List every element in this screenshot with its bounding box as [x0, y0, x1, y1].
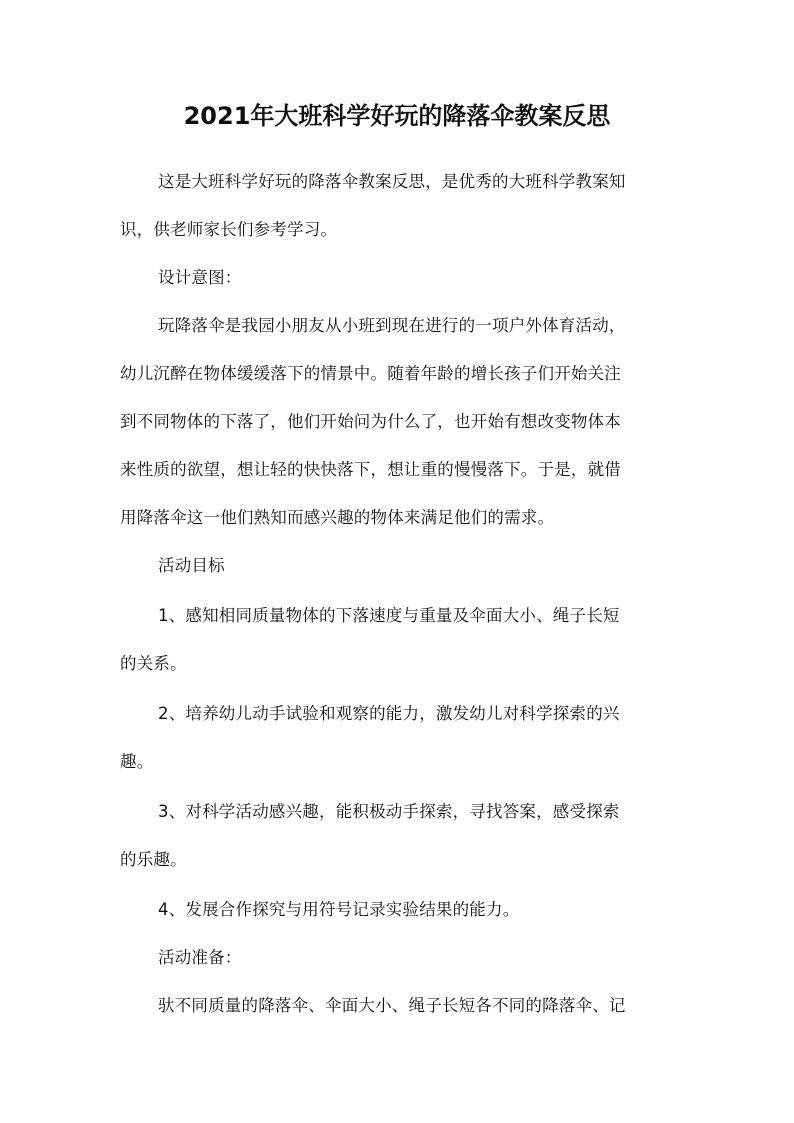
- paragraph-line: 识，供老师家长们参考学习。: [120, 220, 338, 239]
- section-heading: 设计意图：: [158, 268, 242, 287]
- paragraph-line: 到不同物体的下落了，他们开始问为什么了，也开始有想改变物体本: [120, 412, 621, 431]
- list-item-line: 趣。: [120, 752, 154, 771]
- list-item-line: 的乐趣。: [120, 850, 187, 869]
- paragraph-line: 用降落伞这一他们熟知而感兴趣的物体来满足他们的需求。: [120, 508, 555, 527]
- section-heading: 活动准备：: [158, 948, 242, 967]
- list-item-line: 3、对科学活动感兴趣，能积极动手探索，寻找答案，感受探索: [158, 802, 620, 821]
- list-item-line: 4、发展合作探究与用符号记录实验结果的能力。: [158, 900, 520, 919]
- paragraph-line: 这是大班科学好玩的降落伞教案反思，是优秀的大班科学教案知: [158, 172, 626, 191]
- paragraph-line: 幼儿沉醉在物体缓缓落下的情景中。随着年龄的增长孩子们开始关注: [120, 364, 621, 383]
- paragraph-line: 来性质的欲望，想让轻的快快落下，想让重的慢慢落下。于是，就借: [120, 460, 621, 479]
- list-item-line: 的关系。: [120, 654, 187, 673]
- paragraph-line: 驮不同质量的降落伞、伞面大小、绳子长短各不同的降落伞、记: [158, 996, 626, 1015]
- section-heading: 活动目标: [158, 556, 225, 575]
- paragraph-line: 玩降落伞是我园小朋友从小班到现在进行的一项户外体育活动，: [158, 316, 626, 335]
- document-title: 2021年大班科学好玩的降落伞教案反思: [183, 102, 611, 130]
- list-item-line: 2、培养幼儿动手试验和观察的能力，激发幼儿对科学探索的兴: [158, 704, 620, 723]
- list-item-line: 1、感知相同质量物体的下落速度与重量及伞面大小、绳子长短: [158, 606, 620, 625]
